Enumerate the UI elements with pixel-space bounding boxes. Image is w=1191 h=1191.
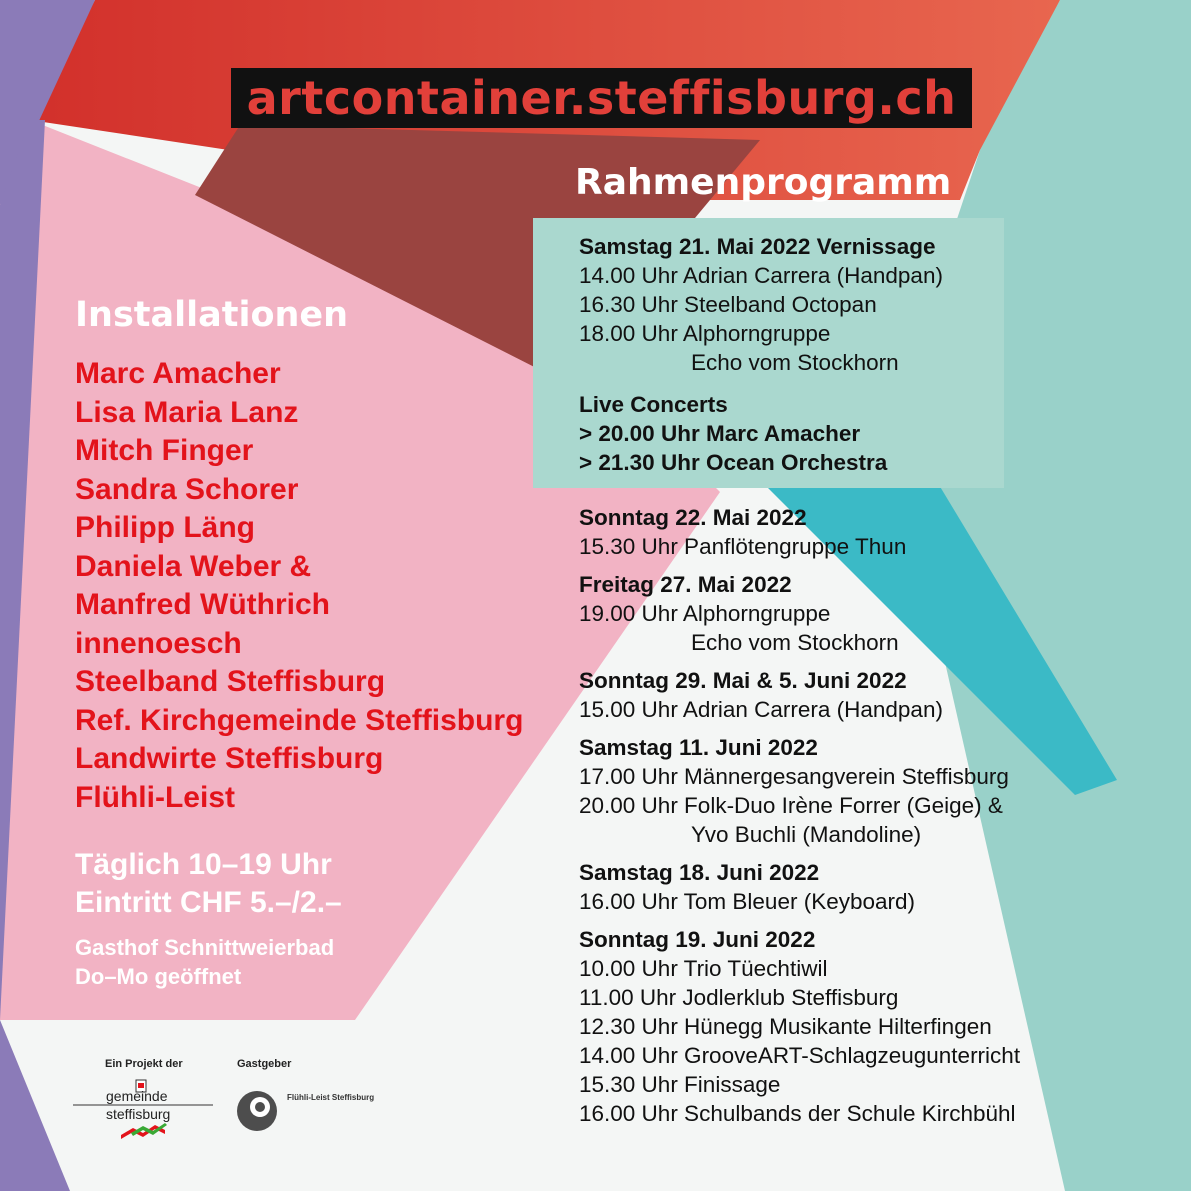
artist-name: Flühli-Leist <box>75 780 235 814</box>
steffisburg-text: steffisburg <box>106 1106 171 1122</box>
program-row: Echo vom Stockhorn <box>691 350 899 375</box>
gemeinde-steffisburg-logo <box>73 1078 213 1140</box>
gastgeber-label: Gastgeber <box>237 1058 292 1070</box>
program-day <box>579 503 1099 561</box>
program-row: 16.00 Uhr Tom Bleuer (Keyboard) <box>579 889 916 914</box>
artist-name: Landwirte Steffisburg <box>75 742 384 775</box>
program-day <box>579 666 1099 724</box>
program-row: 15.30 Uhr Finissage <box>579 1072 781 1097</box>
day-title: Sonntag 19. Juni 2022 <box>579 927 816 952</box>
vernissage-program <box>579 232 1099 477</box>
opening-info <box>75 846 342 922</box>
program-list <box>579 503 1099 1128</box>
program-row: 19.00 Uhr Alphorngruppe <box>579 601 831 626</box>
gasthof-name: Gasthof Schnittweierbad <box>75 935 335 960</box>
leist-circle-icon <box>236 1090 278 1132</box>
day-title: Sonntag 29. Mai & 5. Juni 2022 <box>579 668 907 693</box>
program-row: 14.00 Uhr Adrian Carrera (Handpan) <box>579 263 943 288</box>
program-row: 18.00 Uhr Alphorngruppe <box>579 321 831 346</box>
artist-name: Lisa Maria Lanz <box>75 395 299 429</box>
program-row: 14.00 Uhr GrooveART-Schlagzeugunterricht <box>579 1043 1021 1068</box>
live-concert-row: > 21.30 Uhr Ocean Orchestra <box>579 450 888 475</box>
artist-name: Daniela Weber & <box>75 549 312 583</box>
artist-list <box>75 355 523 817</box>
url-banner <box>231 68 972 128</box>
program-row: Echo vom Stockhorn <box>691 630 899 655</box>
program-day <box>579 733 1099 849</box>
program-row: 11.00 Uhr Jodlerklub Steffisburg <box>579 985 899 1010</box>
program-row: 15.30 Uhr Panflötengruppe Thun <box>579 534 907 559</box>
leist-name: Flühli-Leist Steffisburg <box>287 1093 375 1102</box>
live-concerts-title: Live Concerts <box>579 392 728 417</box>
program-day <box>579 925 1099 1128</box>
program-day <box>579 858 1099 916</box>
program-day <box>579 570 1099 657</box>
gasthof-open: Do–Mo geöffnet <box>75 964 242 989</box>
artist-name: Manfred Wüthrich <box>75 588 330 621</box>
rahmenprogramm-title: Rahmenprogramm <box>575 162 952 203</box>
program-row: Yvo Buchli (Mandoline) <box>691 822 922 847</box>
artist-name: Sandra Schorer <box>75 472 299 506</box>
website-url: artcontainer.steffisburg.ch <box>246 71 957 125</box>
gemeinde-text: gemeinde <box>106 1088 168 1104</box>
artist-name: Ref. Kirchgemeinde Steffisburg <box>75 703 524 737</box>
artist-name: Philipp Läng <box>75 511 255 544</box>
live-concert-row: > 20.00 Uhr Marc Amacher <box>579 421 861 446</box>
day-title: Samstag 18. Juni 2022 <box>579 860 820 885</box>
program-row: 10.00 Uhr Trio Tüechtiwil <box>579 956 828 981</box>
day-title: Sonntag 22. Mai 2022 <box>579 505 807 530</box>
program-row: 15.00 Uhr Adrian Carrera (Handpan) <box>579 697 943 722</box>
artist-name: Marc Amacher <box>75 357 281 390</box>
program-row: 12.30 Uhr Hünegg Musikante Hilterfingen <box>579 1014 992 1039</box>
day-title: Freitag 27. Mai 2022 <box>579 572 792 597</box>
program-row: 16.30 Uhr Steelband Octopan <box>579 292 877 317</box>
artist-name: Steelband Steffisburg <box>75 665 386 698</box>
artist-name: Mitch Finger <box>75 434 254 467</box>
fluehli-leist-logo <box>236 1090 278 1132</box>
entry-price: Eintritt CHF 5.–/2.– <box>75 886 342 919</box>
opening-hours: Täglich 10–19 Uhr <box>75 848 332 881</box>
program-row: 20.00 Uhr Folk-Duo Irène Forrer (Geige) & <box>579 793 1003 818</box>
artist-name: innenoesch <box>75 626 242 660</box>
program-row: 16.00 Uhr Schulbands der Schule Kirchbühl <box>579 1101 1016 1126</box>
program-row: 17.00 Uhr Männergesangverein Steffisburg <box>579 764 1009 789</box>
gasthof-info <box>75 933 334 991</box>
projekt-label: Ein Projekt der <box>105 1058 183 1070</box>
vernissage-day: Samstag 21. Mai 2022 Vernissage <box>579 234 936 259</box>
day-title: Samstag 11. Juni 2022 <box>579 735 818 760</box>
installationen-title: Installationen <box>75 295 349 335</box>
